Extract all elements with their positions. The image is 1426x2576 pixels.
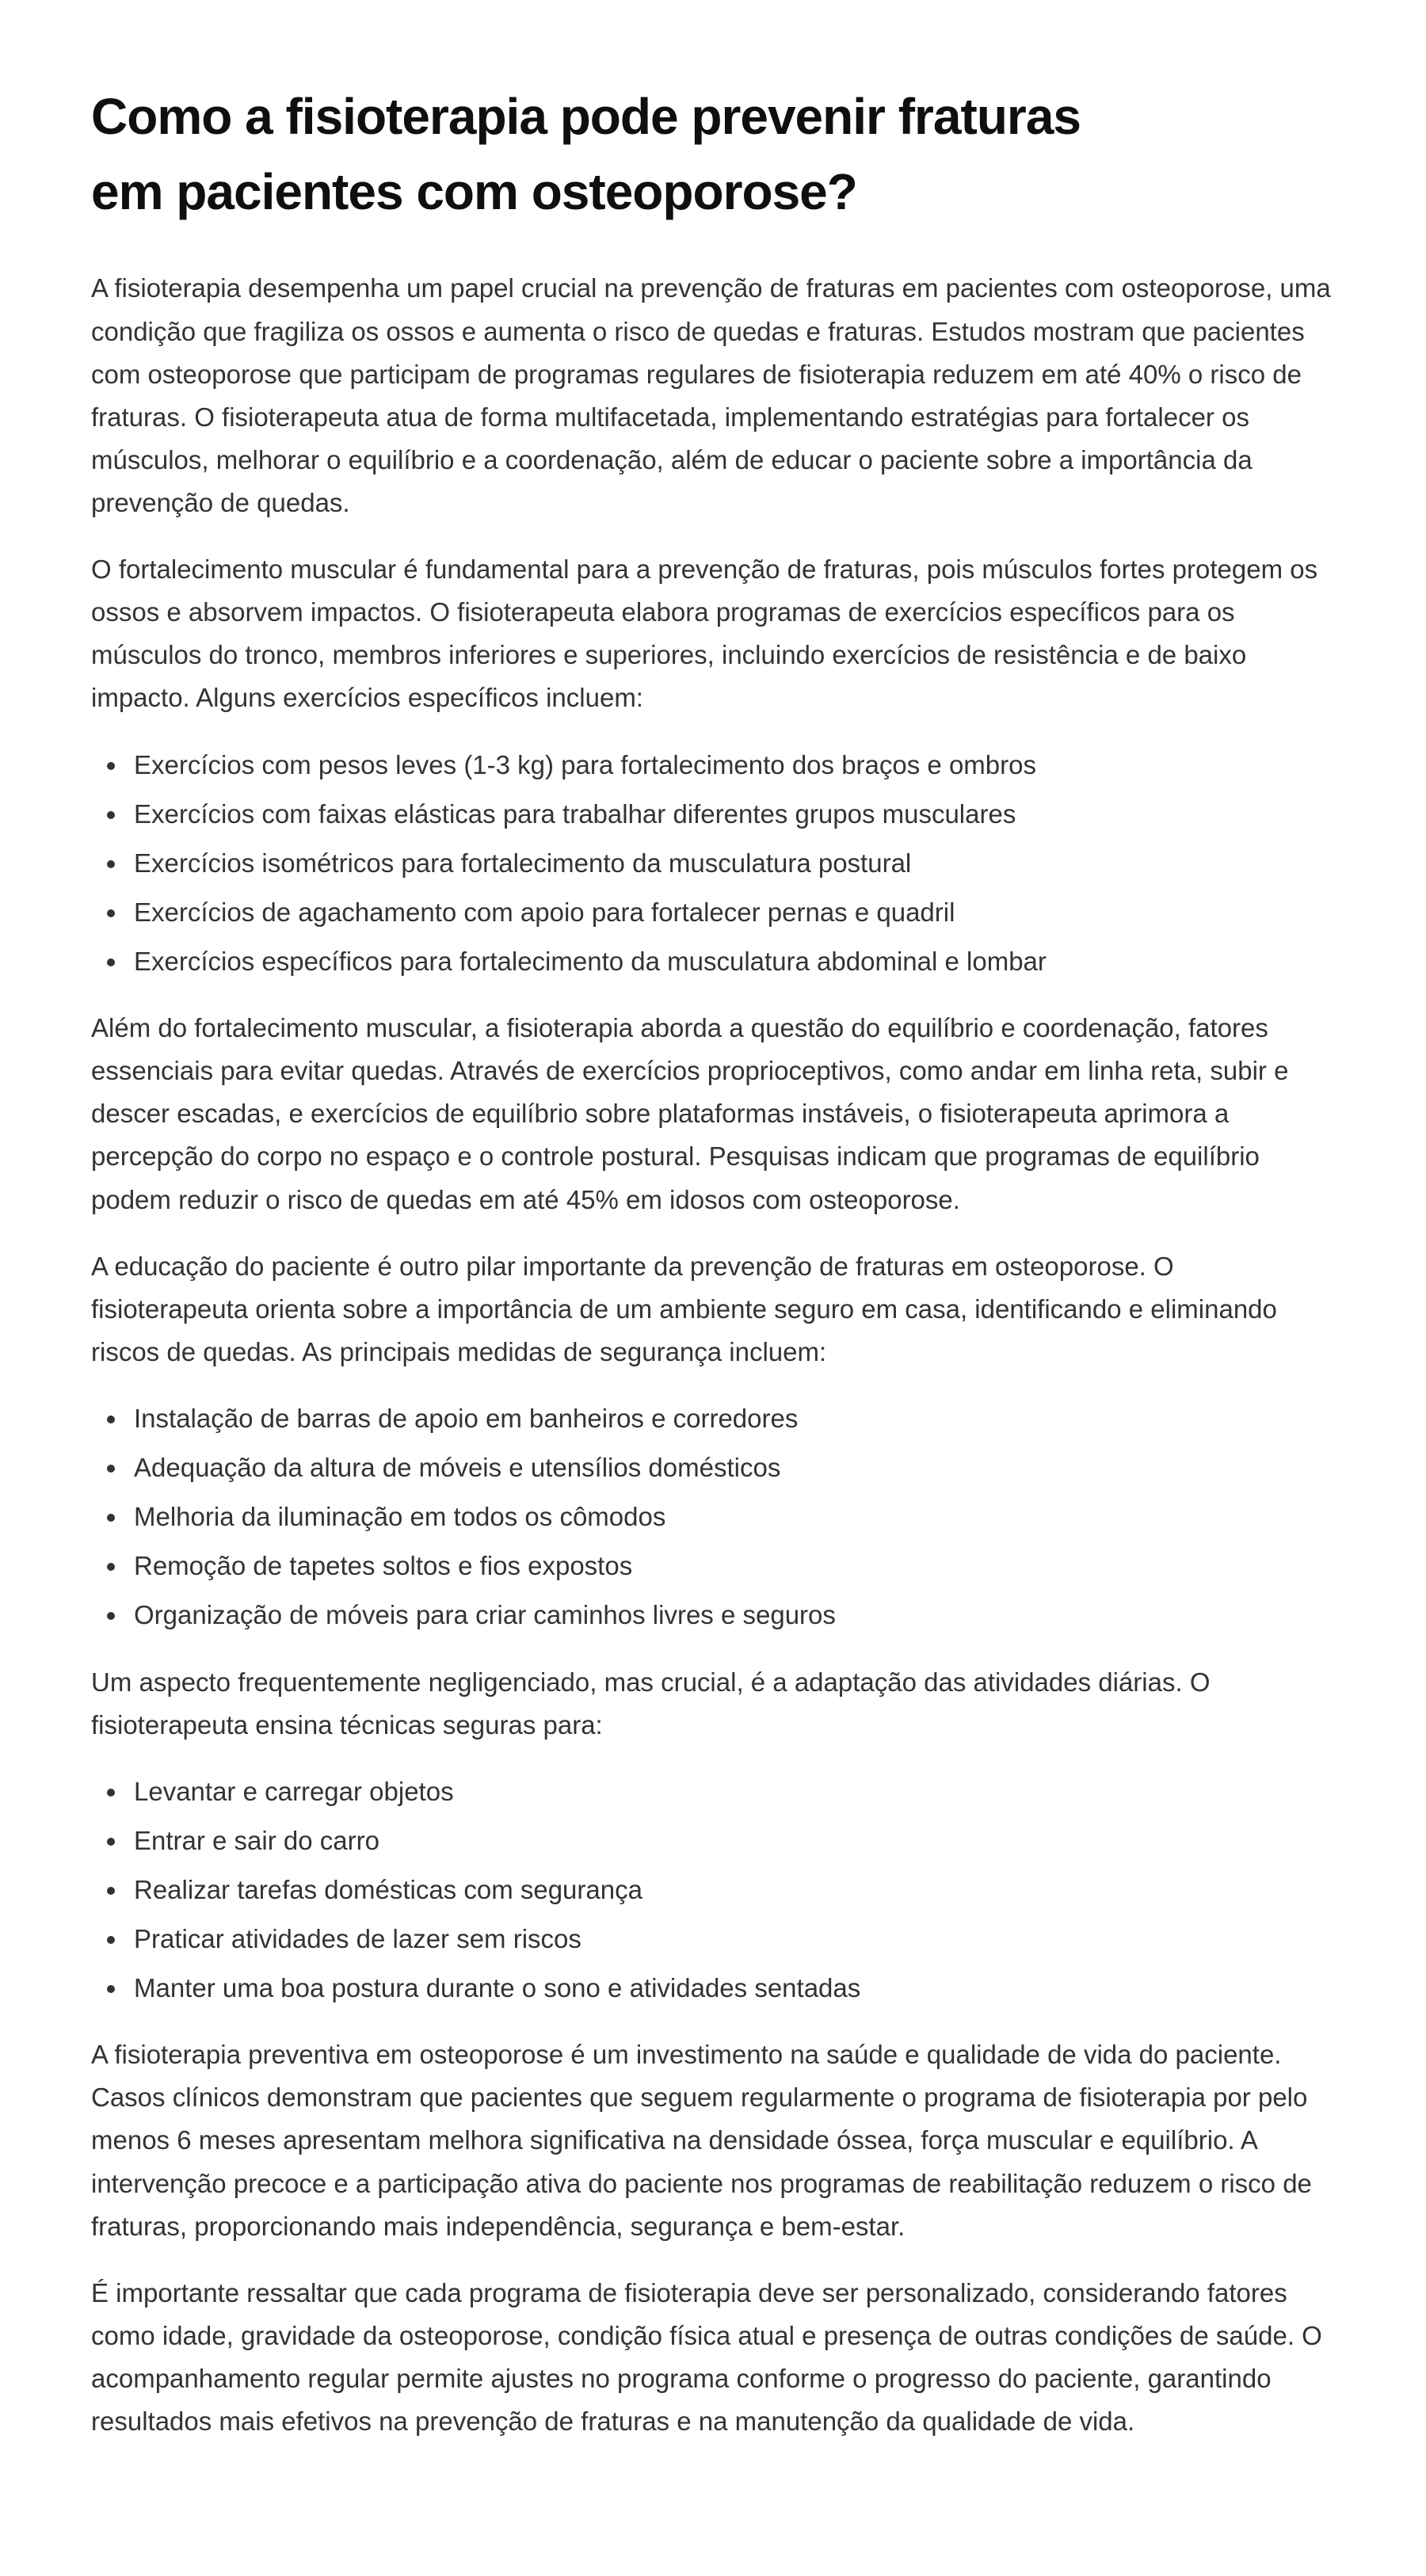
paragraph-intro: A fisioterapia desempenha um papel crucial na prevenção de fraturas em pacientes com osteoporose, uma condição que fragiliza os ossos e aumenta o risco de quedas e fraturas. Estudos mostram que pacientes com osteoporose que participam de programas regulares de fisioterapia reduzem em até 40% o risco de fraturas. O fisioterapeuta atua de forma multifacetada, implementando estratégias para fortalecer os músculos, melhorar o equilíbrio e a coordenação, além de educar o paciente sobre a importância da prevenção de quedas. — [91, 273, 1331, 517]
list-item: • Melhoria da iluminação em todos os cômodos — [128, 1496, 1333, 1538]
list-item: • Exercícios específicos para fortalecimento da musculatura abdominal e lombar — [128, 940, 1333, 983]
list-medidas-seguranca — [91, 1397, 1333, 1637]
paragraph-educacao: A educação do paciente é outro pilar importante da prevenção de fraturas em osteoporose. O fisioterapeuta orienta sobre a importância de um ambiente seguro em casa, identificando e eliminando riscos de quedas. As principais medidas de segurança incluem: — [91, 1251, 1277, 1366]
list-item: • Exercícios com pesos leves (1-3 kg) para fortalecimento dos braços e ombros — [128, 744, 1333, 787]
paragraph-personalizacao: É importante ressaltar que cada programa de fisioterapia deve ser personalizado, considerando fatores como idade, gravidade da osteoporose, condição física atual e presença de outras condições de saúde. O acompanhamento regular permite ajustes no programa conforme o progresso do paciente, garantindo resultados mais efetivos na prevenção de fraturas e na manutenção da qualidade de vida. — [91, 2277, 1322, 2437]
list-tecnicas-seguras — [91, 1770, 1333, 2010]
list-exercicios-especificos — [91, 744, 1333, 984]
list-item: • Exercícios isométricos para fortalecimento da musculatura postural — [128, 842, 1333, 885]
list-item: • Remoção de tapetes soltos e fios expostos — [128, 1545, 1333, 1587]
list-item: • Levantar e carregar objetos — [128, 1770, 1333, 1813]
list-item: • Exercícios de agachamento com apoio para fortalecer pernas e quadril — [128, 891, 1333, 934]
list-item: • Manter uma boa postura durante o sono e atividades sentadas — [128, 1967, 1333, 2010]
article-body — [91, 267, 1335, 2443]
list-item: • Organização de móveis para criar caminhos livres e seguros — [128, 1594, 1333, 1637]
list-item: • Adequação da altura de móveis e utensílios domésticos — [128, 1446, 1333, 1489]
list-item: • Praticar atividades de lazer sem riscos — [128, 1918, 1333, 1961]
paragraph-resultados: A fisioterapia preventiva em osteoporose é um investimento na saúde e qualidade de vida do paciente. Casos clínicos demonstram que pacientes que seguem regularmente o programa de fisioterapia por pelo menos 6 meses apresentam melhora significativa na densidade óssea, força muscular e equilíbrio. A intervenção precoce e a participação ativa do paciente nos programas de reabilitação reduzem o risco de fraturas, proporcionando mais independência, segurança e bem-estar. — [91, 2040, 1312, 2241]
article-title: Como a fisioterapia pode prevenir fraturas em pacientes com osteoporose? — [91, 88, 1081, 220]
list-item: • Entrar e sair do carro — [128, 1820, 1333, 1862]
paragraph-fortalecimento: O fortalecimento muscular é fundamental para a prevenção de fraturas, pois músculos fortes protegem os ossos e absorvem impactos. O fisioterapeuta elabora programas de exercícios específicos para os músculos do tronco, membros inferiores e superiores, incluindo exercícios de resistência e de baixo impacto. Alguns exercícios específicos incluem: — [91, 554, 1318, 713]
paragraph-equilibrio: Além do fortalecimento muscular, a fisioterapia aborda a questão do equilíbrio e coordenação, fatores essenciais para evitar quedas. Através de exercícios proprioceptivos, como andar em linha reta, subir e descer escadas, e exercícios de equilíbrio sobre plataformas instáveis, o fisioterapeuta aprimora a percepção do corpo no espaço e o controle postural. Pesquisas indicam que programas de equilíbrio podem reduzir o risco de quedas em até 45% em idosos com osteoporose. — [91, 1013, 1289, 1214]
list-item: • Instalação de barras de apoio em banheiros e corredores — [128, 1397, 1333, 1440]
paragraph-atividades-diarias: Um aspecto frequentemente negligenciado, mas crucial, é a adaptação das atividades diárias. O fisioterapeuta ensina técnicas seguras para: — [91, 1667, 1211, 1740]
list-item: • Exercícios com faixas elásticas para trabalhar diferentes grupos musculares — [128, 793, 1333, 836]
list-item: • Realizar tarefas domésticas com segurança — [128, 1869, 1333, 1911]
